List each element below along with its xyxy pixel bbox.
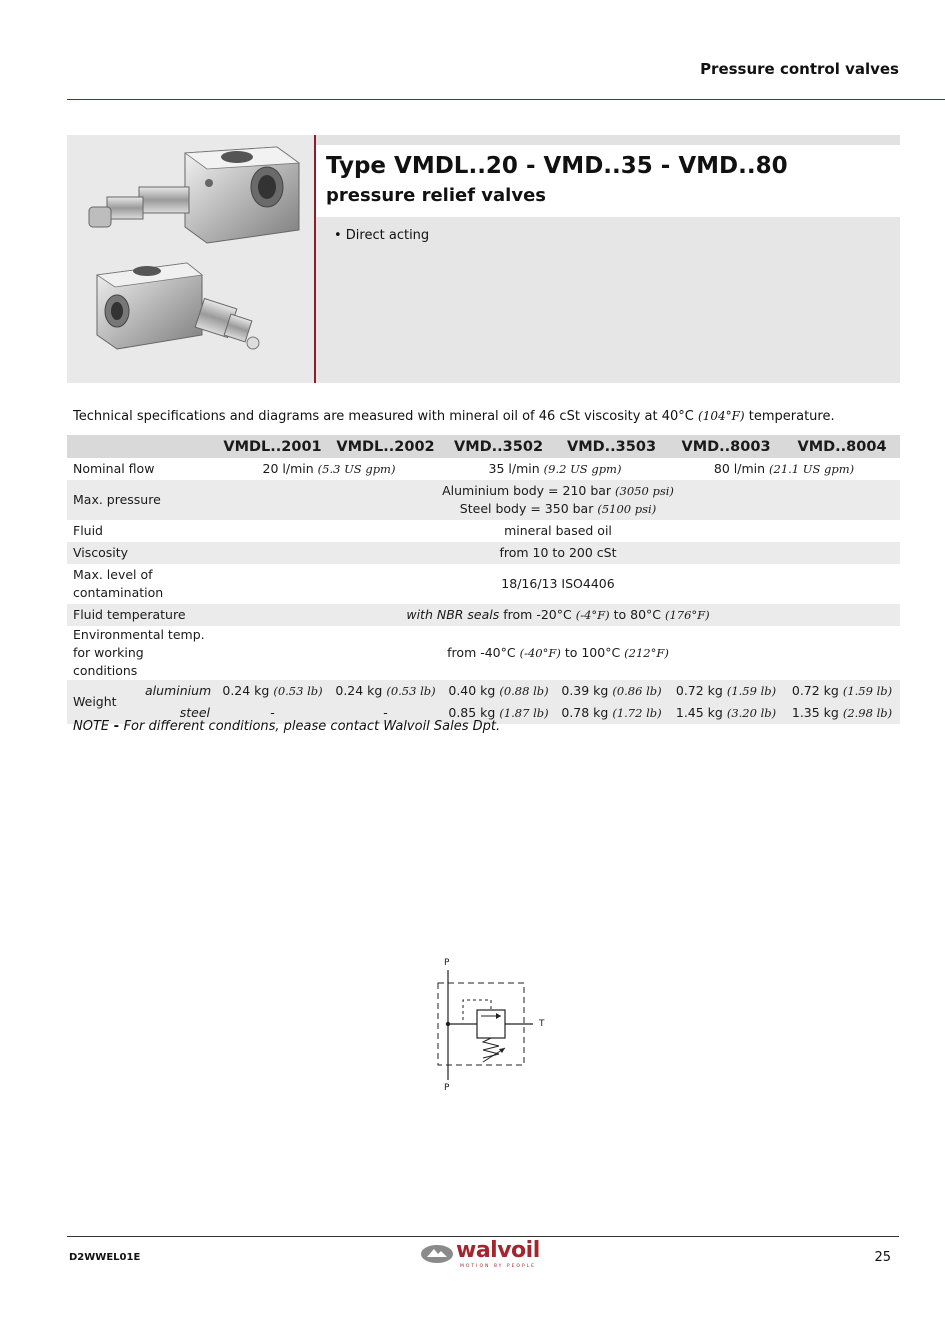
hero-top-strip <box>316 135 900 145</box>
viscosity-value: from 10 to 200 cSt <box>216 542 900 564</box>
row-label: Fluid <box>73 523 103 538</box>
intro-temp-f: (104°F) <box>698 409 745 423</box>
note-text: For different conditions, please contact Walvoil Sales Dpt. <box>123 719 501 734</box>
weight-cell: 0.39 kg (0.86 lb) <box>555 680 668 702</box>
col-header: VMD..8003 <box>668 435 784 458</box>
hydraulic-schematic <box>425 950 565 1100</box>
product-title: Type VMDL..20 - VMD..35 - VMD..80 <box>326 153 788 179</box>
weight-cell: 0.78 kg (1.72 lb) <box>555 702 668 724</box>
weight-cell: - <box>329 702 442 724</box>
weight-cell: 1.45 kg (3.20 lb) <box>668 702 784 724</box>
row-label: Weight <box>67 680 139 724</box>
flow-value-80: 80 l/min (21.1 US gpm) <box>713 461 855 476</box>
header-blank <box>67 435 216 458</box>
logo-mark-icon <box>420 1244 454 1264</box>
col-header: VMDL..2002 <box>329 435 442 458</box>
col-header: VMD..3502 <box>442 435 555 458</box>
weight-cell: 0.24 kg (0.53 lb) <box>329 680 442 702</box>
weight-cell: 0.85 kg (1.87 lb) <box>442 702 555 724</box>
row-nominal-flow <box>67 458 900 480</box>
intro-text <box>73 409 835 424</box>
flow-value-35: 35 l/min (9.2 US gpm) <box>488 461 622 476</box>
logo-tagline: MOTION BY PEOPLE <box>460 1264 537 1269</box>
note-prefix: NOTE <box>73 719 110 734</box>
row-label: Fluid temperature <box>67 604 216 626</box>
weight-cell: 0.24 kg (0.53 lb) <box>216 680 329 702</box>
product-subtitle: pressure relief valves <box>326 185 546 206</box>
weight-cell: 0.72 kg (1.59 lb) <box>668 680 784 702</box>
product-hero <box>67 135 900 383</box>
valve-photo-image <box>67 135 313 383</box>
row-max-pressure <box>67 480 900 520</box>
intro-tail: temperature. <box>748 409 835 424</box>
footer-rule <box>67 1236 899 1237</box>
row-contamination <box>67 564 900 604</box>
row-weight-aluminium <box>67 680 900 702</box>
pressure-values: Aluminium body = 210 bar (3050 psi) Steel body = 350 bar (5100 psi) <box>216 480 900 520</box>
document-code: D2WWEL01E <box>69 1252 141 1263</box>
col-header: VMDL..2001 <box>216 435 329 458</box>
intro-main: Technical specifications and diagrams are measured with mineral oil of 46 cSt viscosity at 40°C <box>73 409 694 424</box>
flow-value-20: 20 l/min (5.3 US gpm) <box>262 461 396 476</box>
weight-cell: 0.72 kg (1.59 lb) <box>784 680 900 702</box>
weight-cell: 1.35 kg (2.98 lb) <box>784 702 900 724</box>
env-temp-value: from -40°C (-40°F) to 100°C (212°F) <box>447 645 669 660</box>
note-separator: - <box>109 719 124 734</box>
spec-table <box>67 435 900 724</box>
product-photo <box>67 135 313 383</box>
contamination-value: 18/16/13 ISO4406 <box>501 576 615 591</box>
weight-cell: 0.40 kg (0.88 lb) <box>442 680 555 702</box>
header-rule <box>67 99 945 100</box>
row-label: Nominal flow <box>73 461 155 476</box>
col-header: VMD..3503 <box>555 435 668 458</box>
weight-sub-label: steel <box>139 702 216 724</box>
row-env-temp <box>67 626 900 680</box>
col-header: VMD..8004 <box>784 435 900 458</box>
feature-bullet: • Direct acting <box>334 228 430 243</box>
row-label: Viscosity <box>67 542 216 564</box>
row-fluid-temp <box>67 604 900 626</box>
walvoil-logo <box>420 1240 565 1274</box>
port-p-bottom-label: P <box>444 1083 450 1093</box>
page-number: 25 <box>874 1250 891 1265</box>
spec-header-row <box>67 435 900 458</box>
row-label: Max. pressure <box>67 480 216 520</box>
section-title: Pressure control valves <box>700 60 899 78</box>
port-p-top-label: P <box>444 958 450 968</box>
note <box>73 719 500 734</box>
fluid-value: mineral based oil <box>504 523 612 538</box>
fluid-temp-value: with NBR seals from -20°C (-4°F) to 80°C (176°F) <box>216 604 900 626</box>
row-label: Environmental temp. for working conditions <box>73 627 205 678</box>
logo-wordmark: walvoil <box>456 1238 540 1263</box>
hero-title-box <box>316 145 900 217</box>
row-fluid <box>67 520 900 542</box>
weight-cell: - <box>216 702 329 724</box>
row-label: Max. level of contamination <box>73 567 164 600</box>
weight-sub-label: aluminium <box>139 680 216 702</box>
row-viscosity <box>67 542 900 564</box>
port-t-label: T <box>539 1019 545 1029</box>
